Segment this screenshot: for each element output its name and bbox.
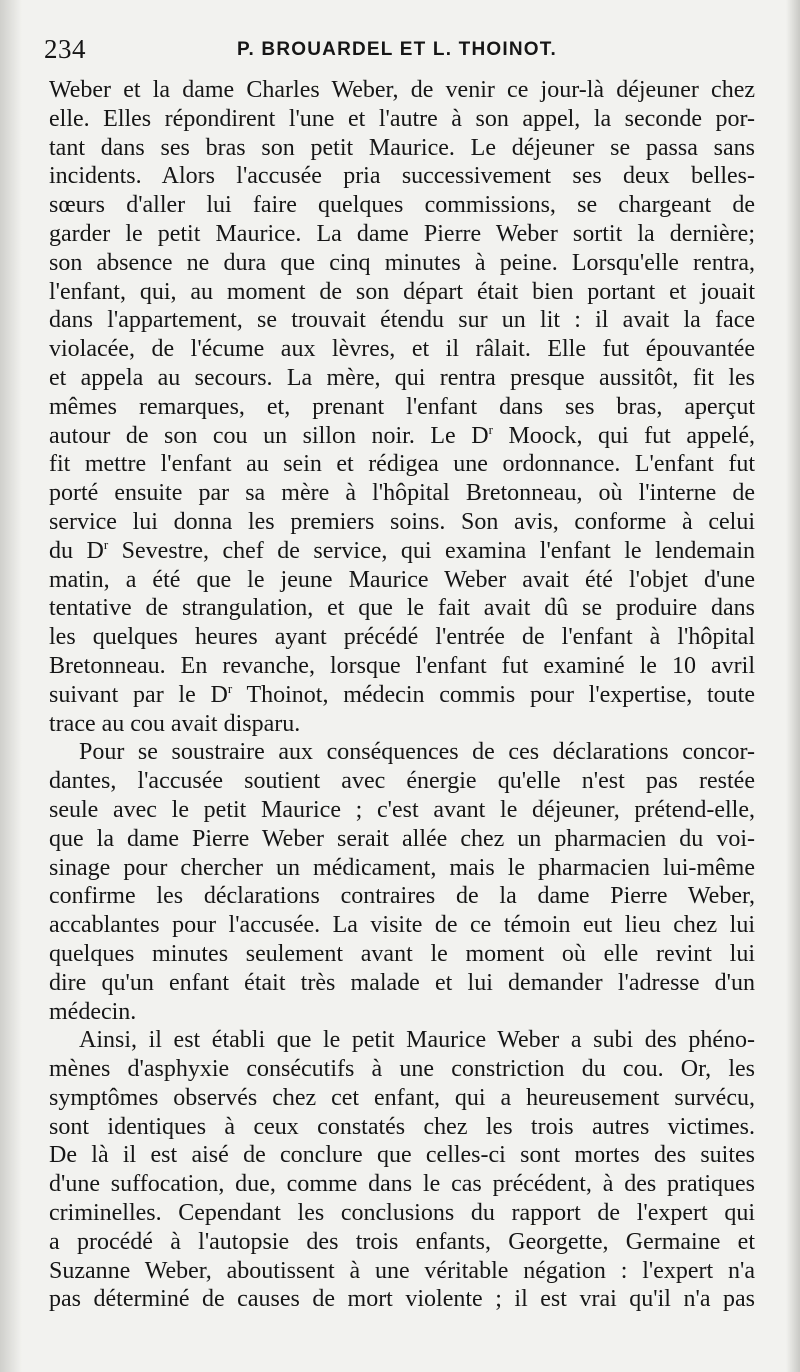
text-line: fit mettre l'enfant au sein et rédigea une ordonnance. L'enfant fut [49,451,755,478]
text-line: tentative de strangulation, et que le fait avait dû se produire dans [49,595,755,622]
text-line: son absence ne dura que cinq minutes à peine. Lorsqu'elle rentra, [49,249,755,276]
text-line: l'enfant, qui, au moment de son départ était bien portant et jouait [49,278,755,305]
text-line: quelques minutes seulement avant le moment où elle revint lui [49,940,755,967]
text-line: sœurs d'aller lui faire quelques commissions, se chargeant de [49,192,755,219]
text-line: porté ensuite par sa mère à l'hôpital Bretonneau, où l'interne de [49,480,755,507]
text-line: elle. Elles répondirent l'une et l'autre à son appel, la seconde por- [49,105,755,132]
text-line: De là il est aisé de conclure que celles-ci sont mortes des suites [49,1142,755,1169]
text-line: a procédé à l'autopsie des trois enfants, Georgette, Germaine et [49,1228,755,1255]
text-line: pas déterminé de causes de mort violente ; il est vrai qu'il n'a pas [49,1286,755,1313]
text-line: accablantes pour l'accusée. La visite de ce témoin eut lieu chez lui [49,912,755,939]
text-line: Suzanne Weber, aboutissent à une véritable négation : l'expert n'a [49,1257,755,1284]
text-line: Bretonneau. En revanche, lorsque l'enfant fut examiné le 10 avril [49,652,755,679]
text-line: tant dans ses bras son petit Maurice. Le déjeuner se passa sans [49,134,755,161]
text-line: criminelles. Cependant les conclusions du rapport de l'expert qui [49,1200,755,1227]
text-line: Ainsi, il est établi que le petit Maurice Weber a subi des phéno- [79,1027,755,1054]
text-line: mènes d'asphyxie consécutifs à une constriction du cou. Or, les [49,1056,755,1083]
text-line: violacée, de l'écume aux lèvres, et il râlait. Elle fut épouvantée [49,336,755,363]
text-line: Pour se soustraire aux conséquences de ces déclarations concor- [79,739,755,766]
text-line: mêmes remarques, et, prenant l'enfant dans ses bras, aperçut [49,393,755,420]
text-line: incidents. Alors l'accusée pria successivement ses deux belles- [49,163,755,190]
text-line: du $D^r$ Sevestre, chef de service, qui examina l'enfant le lendemain [49,536,755,564]
running-title: P. BROUARDEL ET L. THOINOT. [237,39,557,60]
text-line: et appela au secours. La mère, qui rentra presque aussitôt, fit les [49,364,755,391]
page-number: 234 [44,34,86,64]
text-line: sont identiques à ceux constatés chez les trois autres victimes. [49,1113,755,1140]
text-line: confirme les déclarations contraires de la dame Pierre Weber, [49,883,755,910]
text-line: seule avec le petit Maurice ; c'est avant le déjeuner, prétend-elle, [49,796,755,823]
text-line: garder le petit Maurice. La dame Pierre Weber sortit la dernière; [49,220,755,247]
running-head [44,34,750,70]
text-line: d'une suffocation, due, comme dans le cas précédent, à des pratiques [49,1171,755,1198]
text-line: suivant par le $D^r$ Thoinot, médecin commis pour l'expertise, toute [49,680,755,708]
text-line: que la dame Pierre Weber serait allée chez un pharmacien du voi- [49,825,755,852]
text-line: service lui donna les premiers soins. Son avis, conforme à celui [49,508,755,535]
text-line: autour de son cou un sillon noir. Le $D^r$ Moock, qui fut appelé, [49,421,756,449]
text-line: dantes, l'accusée soutient avec énergie qu'elle n'est pas restée [49,768,755,795]
text-line: sinage pour chercher un médicament, mais le pharmacien lui-même [49,854,755,881]
body-text [49,76,755,1314]
text-line: Weber et la dame Charles Weber, de venir ce jour-là déjeuner chez [49,77,755,103]
text-line: matin, a été que le jeune Maurice Weber avait été l'objet d'une [49,566,755,593]
text-line: les quelques heures ayant précédé l'entrée de l'enfant à l'hôpital [49,624,755,651]
text-line: dans l'appartement, se trouvait étendu sur un lit : il avait la face [49,307,755,334]
text-line: trace au cou avait disparu. [49,710,301,737]
text-line: dire qu'un enfant était très malade et lui demander l'adresse d'un [49,969,755,996]
text-line: symptômes observés chez cet enfant, qui a heureusement survécu, [49,1084,755,1111]
text-line: médecin. [49,998,137,1025]
